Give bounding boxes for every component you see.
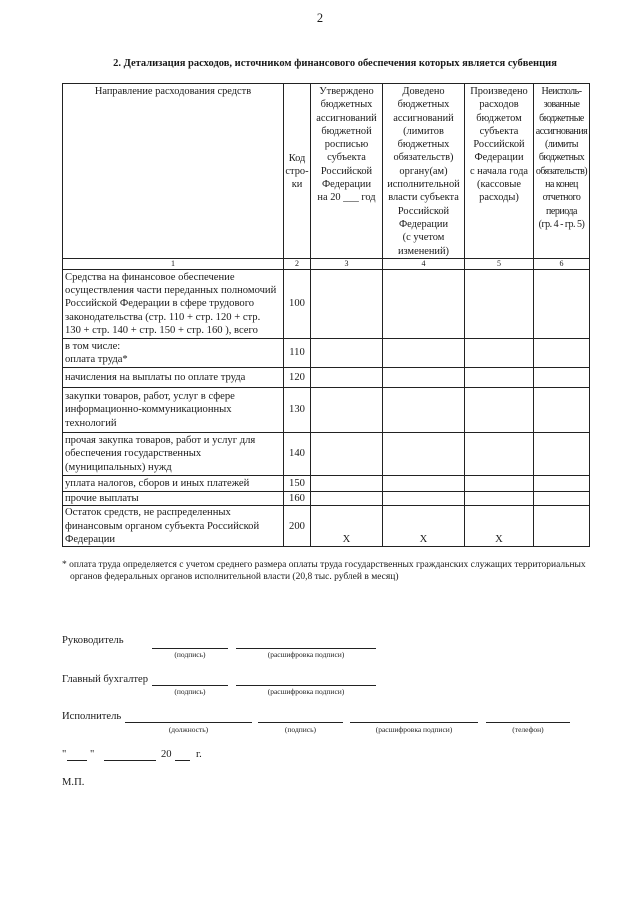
cell-allocated xyxy=(383,476,465,492)
cell-approved xyxy=(311,368,383,388)
cell-approved xyxy=(311,388,383,433)
expenditure-detail-table xyxy=(62,83,590,547)
row-code: 140 xyxy=(284,433,311,476)
table-header-row xyxy=(63,84,590,259)
cell-allocated xyxy=(383,388,465,433)
chief-accountant-signature-field: (подпись) xyxy=(152,685,228,696)
table-row xyxy=(63,388,590,433)
cell-allocated: Х xyxy=(383,506,465,547)
row-label: начисления на выплаты по оплате труда xyxy=(63,368,284,388)
table-row xyxy=(63,506,590,547)
cell-allocated xyxy=(383,433,465,476)
column-number: 4 xyxy=(383,259,465,270)
table-row xyxy=(63,339,590,368)
cell-spent: Х xyxy=(465,506,534,547)
head-signature-field: (подпись) xyxy=(152,648,228,659)
date-year-prefix: 20 xyxy=(161,749,172,760)
cell-approved xyxy=(311,270,383,339)
cell-unused xyxy=(534,476,590,492)
cell-unused xyxy=(534,388,590,433)
cell-spent xyxy=(465,492,534,506)
header-allocated: Доведено бюджетных ассигнований (лимитов бюджетных обязательств) органу(ам) исполнительной власти субъекта Российской Федерации (с учетом изменений) xyxy=(383,84,465,259)
column-number-row xyxy=(63,259,590,270)
cell-allocated xyxy=(383,339,465,368)
cell-approved xyxy=(311,433,383,476)
header-unused: Неисполь- зованные бюджетные ассигнования (лимиты бюджетных обязательств) на конец отчетного периода (гр. 4 - гр. 5) xyxy=(534,84,590,259)
cell-unused xyxy=(534,492,590,506)
cell-approved: Х xyxy=(311,506,383,547)
footnote-line-1: * оплата труда определяется с учетом среднего размера оплаты труда государственных гражданских служащих территориальных xyxy=(62,560,586,570)
row-label: уплата налогов, сборов и иных платежей xyxy=(63,476,284,492)
date-year-suffix: г. xyxy=(196,749,202,760)
executor-name-field: (расшифровка подписи) xyxy=(350,722,478,734)
row-code: 150 xyxy=(284,476,311,492)
table-row xyxy=(63,433,590,476)
head-label: Руководитель xyxy=(62,635,124,646)
executor-label: Исполнитель xyxy=(62,711,122,722)
cell-spent xyxy=(465,368,534,388)
row-code: 110 xyxy=(284,339,311,368)
cell-unused xyxy=(534,270,590,339)
table-row xyxy=(63,368,590,388)
head-name-field: (расшифровка подписи) xyxy=(236,648,376,659)
row-label: закупки товаров, работ, услуг в сфере информационно-коммуникационных технологий xyxy=(63,388,284,433)
date-close-quote: " xyxy=(90,749,95,760)
header-approved: Утверждено бюджетных ассигнований бюджетной росписью субъекта Российской Федерации на 20 ___ год xyxy=(311,84,383,259)
header-direction: Направление расходования средств xyxy=(63,84,284,259)
row-label: прочие выплаты xyxy=(63,492,284,506)
cell-spent xyxy=(465,433,534,476)
cell-spent xyxy=(465,270,534,339)
seal-label: М.П. xyxy=(62,777,85,788)
date-month-blank xyxy=(104,760,156,761)
cell-unused xyxy=(534,368,590,388)
page-number: 2 xyxy=(316,11,324,25)
cell-allocated xyxy=(383,368,465,388)
cell-unused xyxy=(534,433,590,476)
cell-spent xyxy=(465,476,534,492)
row-label: Средства на финансовое обеспечение осуществления части переданных полномочий Российской Федерации в сфере трудового законодательства (стр. 110 + стр. 120 + стр. 130 + стр. 140 + стр. 150 + стр. 160 ), всего xyxy=(63,270,284,339)
row-code: 200 xyxy=(284,506,311,547)
cell-approved xyxy=(311,476,383,492)
cell-allocated xyxy=(383,492,465,506)
row-label: в том числе: оплата труда* xyxy=(63,339,284,368)
cell-unused xyxy=(534,339,590,368)
date-day-blank xyxy=(67,760,87,761)
section-title: 2. Детализация расходов, источником финансового обеспечения которых является субвенция xyxy=(113,58,557,69)
row-code: 160 xyxy=(284,492,311,506)
cell-spent xyxy=(465,339,534,368)
table-row xyxy=(63,270,590,339)
executor-position-field: (должность) xyxy=(125,722,252,734)
row-label: прочая закупка товаров, работ и услуг для обеспечения государственных (муниципальных) нужд xyxy=(63,433,284,476)
column-number: 3 xyxy=(311,259,383,270)
table-row xyxy=(63,476,590,492)
header-spent: Произведено расходов бюджетом субъекта Российской Федерации с начала года (кассовые расходы) xyxy=(465,84,534,259)
column-number: 6 xyxy=(534,259,590,270)
chief-accountant-name-field: (расшифровка подписи) xyxy=(236,685,376,696)
cell-spent xyxy=(465,388,534,433)
row-code: 130 xyxy=(284,388,311,433)
cell-unused xyxy=(534,506,590,547)
row-code: 100 xyxy=(284,270,311,339)
column-number: 5 xyxy=(465,259,534,270)
footnote-line-2: органов федеральных органов исполнительной власти (20,8 тыс. рублей в месяц) xyxy=(70,572,399,582)
cell-allocated xyxy=(383,270,465,339)
executor-signature-field: (подпись) xyxy=(258,722,343,734)
cell-approved xyxy=(311,492,383,506)
date-year-blank xyxy=(175,760,190,761)
header-code: Код стро- ки xyxy=(284,84,311,259)
cell-approved xyxy=(311,339,383,368)
chief-accountant-label: Главный бухгалтер xyxy=(62,674,149,685)
date-open-quote: " xyxy=(62,749,67,760)
row-code: 120 xyxy=(284,368,311,388)
row-label: Остаток средств, не распределенных финансовым органом субъекта Российской Федерации xyxy=(63,506,284,547)
table-row xyxy=(63,492,590,506)
column-number: 2 xyxy=(284,259,311,270)
executor-phone-field: (телефон) xyxy=(486,722,570,734)
column-number: 1 xyxy=(63,259,284,270)
